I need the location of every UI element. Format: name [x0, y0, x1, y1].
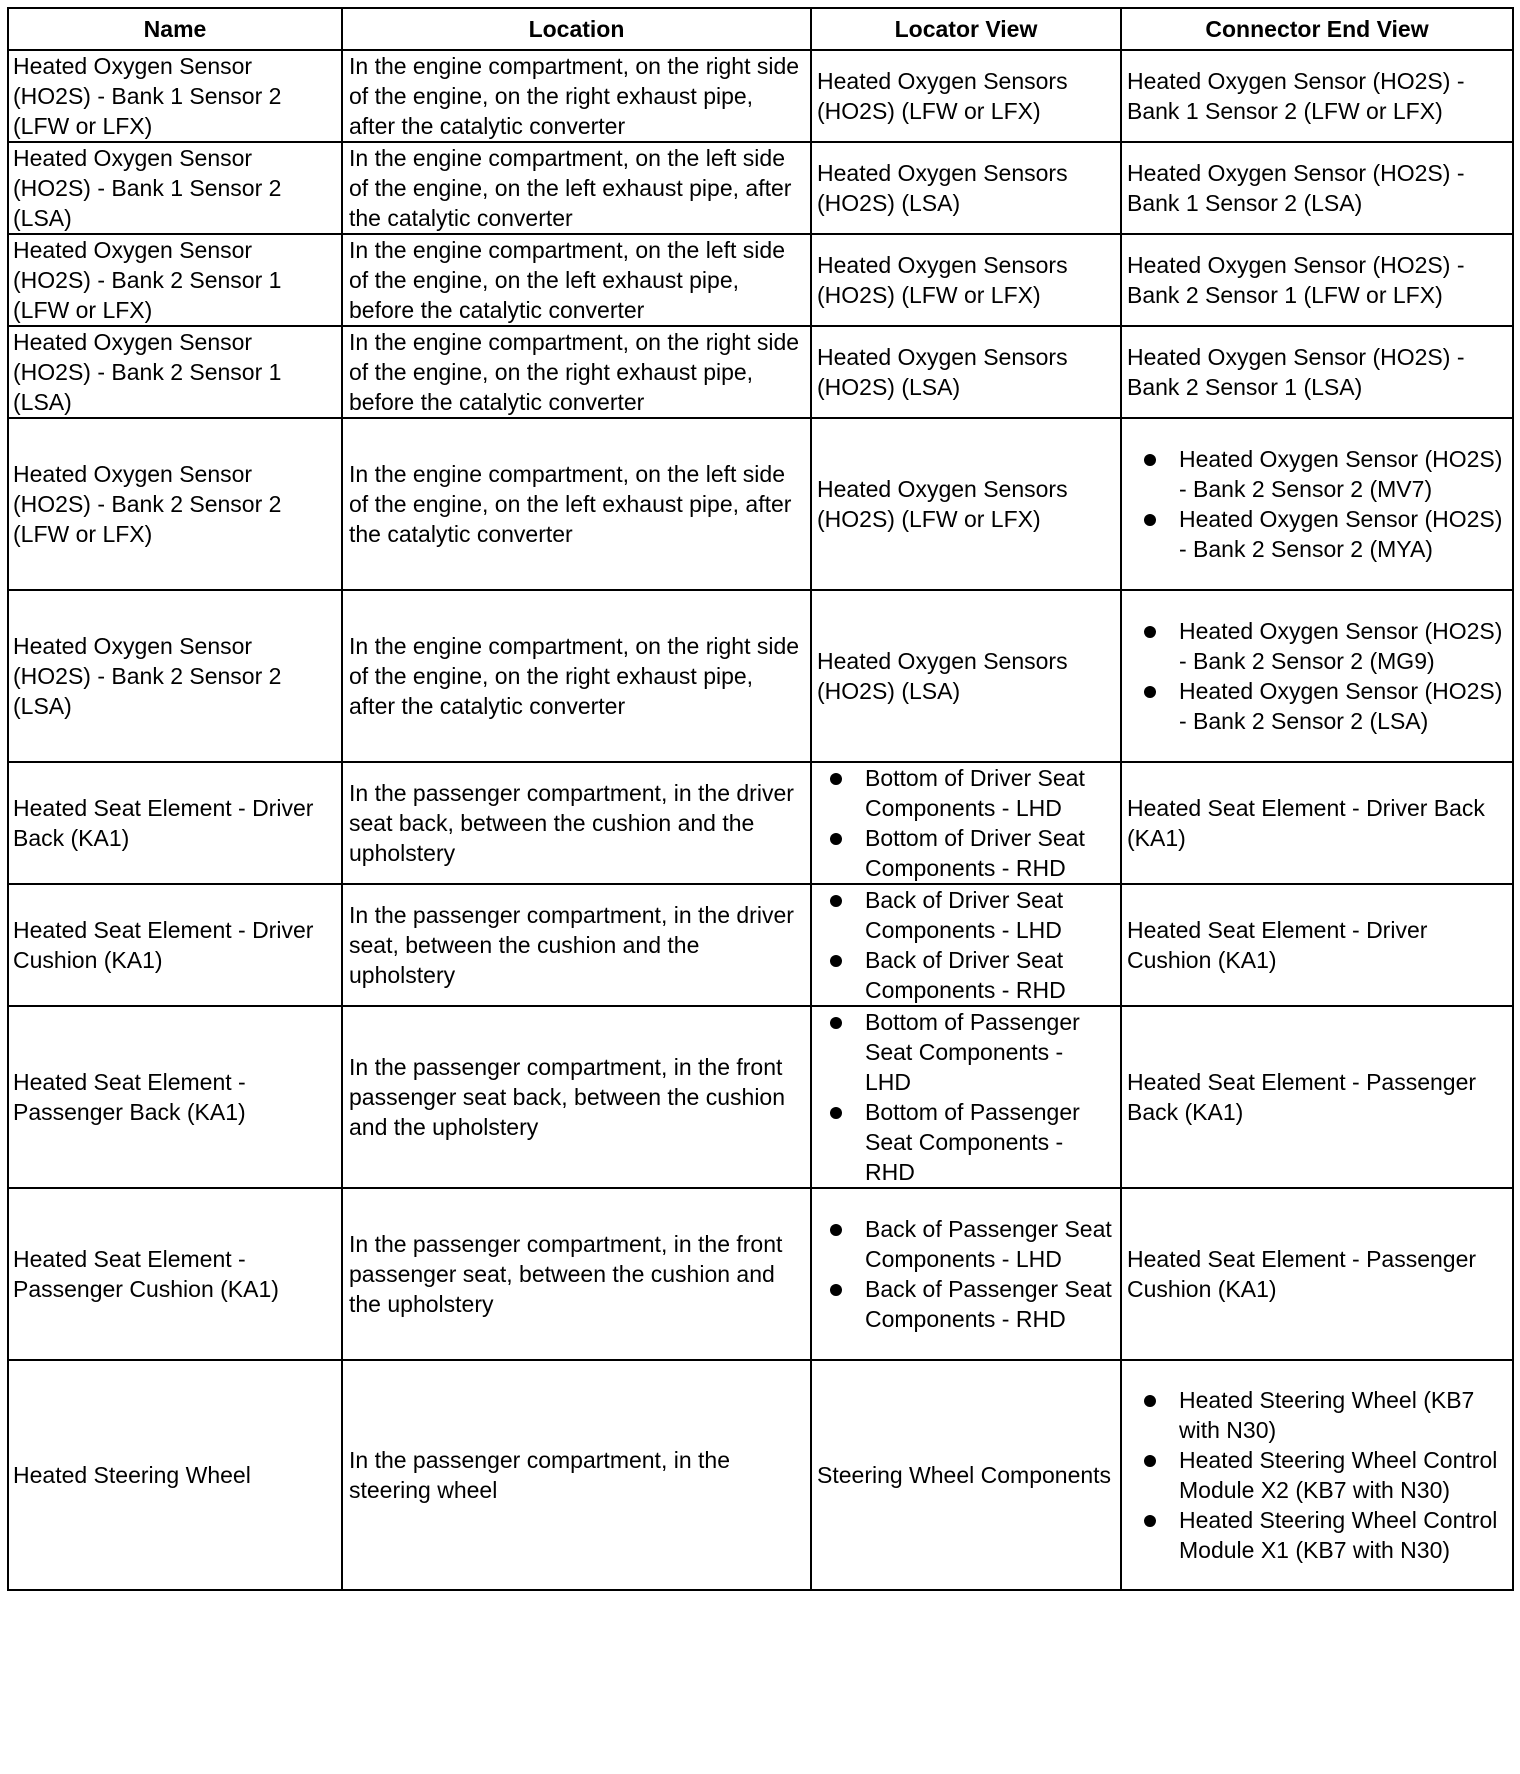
cell-locator-view [811, 884, 1121, 1006]
cell-connector-end-view: Heated Oxygen Sensor (HO2S) - Bank 1 Sensor 2 (LSA) [1121, 142, 1513, 234]
cell-location: In the engine compartment, on the left side of the engine, on the left exhaust pipe, after the catalytic converter [342, 142, 811, 234]
table-body [8, 50, 1513, 1590]
cell-connector-end-view: Heated Seat Element - Driver Back (KA1) [1121, 762, 1513, 884]
bullet-item: Back of Passenger Seat Components - LHD [865, 1214, 1115, 1274]
bullet-item: Heated Steering Wheel Control Module X2 (KB7 with N30) [1179, 1445, 1507, 1505]
cell-name: Heated Oxygen Sensor (HO2S) - Bank 1 Sensor 2 (LFW or LFX) [8, 50, 342, 142]
cell-name: Heated Seat Element - Passenger Cushion (KA1) [8, 1188, 342, 1360]
bullet-item: Bottom of Passenger Seat Components - RHD [865, 1097, 1115, 1187]
cell-locator-view: Heated Oxygen Sensors (HO2S) (LFW or LFX) [811, 50, 1121, 142]
cell-locator-view: Heated Oxygen Sensors (HO2S) (LFW or LFX) [811, 234, 1121, 326]
bullet-item: Bottom of Passenger Seat Components - LHD [865, 1007, 1115, 1097]
bullet-list [817, 885, 1115, 1005]
table-row [8, 418, 1513, 590]
table-row [8, 326, 1513, 418]
header-name: Name [8, 8, 342, 50]
component-locator-table [7, 7, 1514, 1591]
cell-locator-view: Heated Oxygen Sensors (HO2S) (LFW or LFX) [811, 418, 1121, 590]
bullet-item: Back of Passenger Seat Components - RHD [865, 1274, 1115, 1334]
bullet-item: Back of Driver Seat Components - RHD [865, 945, 1115, 1005]
table-row [8, 762, 1513, 884]
cell-connector-end-view [1121, 418, 1513, 590]
cell-location: In the engine compartment, on the right side of the engine, on the right exhaust pipe, after the catalytic converter [342, 590, 811, 762]
cell-location: In the engine compartment, on the left side of the engine, on the left exhaust pipe, before the catalytic converter [342, 234, 811, 326]
cell-locator-view: Heated Oxygen Sensors (HO2S) (LSA) [811, 142, 1121, 234]
bullet-item: Back of Driver Seat Components - LHD [865, 885, 1115, 945]
cell-connector-end-view: Heated Seat Element - Driver Cushion (KA1) [1121, 884, 1513, 1006]
cell-connector-end-view [1121, 590, 1513, 762]
bullet-list [817, 1007, 1115, 1187]
bullet-item: Heated Oxygen Sensor (HO2S) - Bank 2 Sensor 2 (LSA) [1179, 676, 1507, 736]
cell-connector-end-view: Heated Seat Element - Passenger Cushion (KA1) [1121, 1188, 1513, 1360]
cell-locator-view: Heated Oxygen Sensors (HO2S) (LSA) [811, 590, 1121, 762]
cell-locator-view [811, 1006, 1121, 1188]
header-connector-end-view: Connector End View [1121, 8, 1513, 50]
cell-name: Heated Seat Element - Driver Cushion (KA1) [8, 884, 342, 1006]
table-row [8, 142, 1513, 234]
cell-location: In the engine compartment, on the right side of the engine, on the right exhaust pipe, after the catalytic converter [342, 50, 811, 142]
bullet-item: Bottom of Driver Seat Components - LHD [865, 763, 1115, 823]
cell-location: In the passenger compartment, in the front passenger seat, between the cushion and the upholstery [342, 1188, 811, 1360]
bullet-item: Heated Oxygen Sensor (HO2S) - Bank 2 Sensor 2 (MYA) [1179, 504, 1507, 564]
cell-connector-end-view: Heated Oxygen Sensor (HO2S) - Bank 2 Sensor 1 (LSA) [1121, 326, 1513, 418]
table-row [8, 1006, 1513, 1188]
bullet-list [817, 763, 1115, 883]
cell-name: Heated Oxygen Sensor (HO2S) - Bank 2 Sensor 2 (LFW or LFX) [8, 418, 342, 590]
cell-location: In the engine compartment, on the left side of the engine, on the left exhaust pipe, after the catalytic converter [342, 418, 811, 590]
cell-connector-end-view: Heated Seat Element - Passenger Back (KA1) [1121, 1006, 1513, 1188]
table-row [8, 1188, 1513, 1360]
bullet-list [817, 1214, 1115, 1334]
cell-name: Heated Oxygen Sensor (HO2S) - Bank 2 Sensor 1 (LFW or LFX) [8, 234, 342, 326]
cell-location: In the passenger compartment, in the steering wheel [342, 1360, 811, 1590]
table-row [8, 234, 1513, 326]
header-locator-view: Locator View [811, 8, 1121, 50]
cell-name: Heated Oxygen Sensor (HO2S) - Bank 1 Sensor 2 (LSA) [8, 142, 342, 234]
bullet-list [1127, 1385, 1507, 1565]
cell-location: In the passenger compartment, in the driver seat, between the cushion and the upholstery [342, 884, 811, 1006]
cell-location: In the passenger compartment, in the front passenger seat back, between the cushion and the upholstery [342, 1006, 811, 1188]
cell-location: In the engine compartment, on the right side of the engine, on the right exhaust pipe, before the catalytic converter [342, 326, 811, 418]
cell-name: Heated Oxygen Sensor (HO2S) - Bank 2 Sensor 2 (LSA) [8, 590, 342, 762]
cell-locator-view [811, 762, 1121, 884]
bullet-item: Heated Oxygen Sensor (HO2S) - Bank 2 Sensor 2 (MG9) [1179, 616, 1507, 676]
bullet-item: Heated Oxygen Sensor (HO2S) - Bank 2 Sensor 2 (MV7) [1179, 444, 1507, 504]
bullet-item: Bottom of Driver Seat Components - RHD [865, 823, 1115, 883]
bullet-item: Heated Steering Wheel (KB7 with N30) [1179, 1385, 1507, 1445]
header-location: Location [342, 8, 811, 50]
cell-connector-end-view: Heated Oxygen Sensor (HO2S) - Bank 1 Sensor 2 (LFW or LFX) [1121, 50, 1513, 142]
table-row [8, 1360, 1513, 1590]
bullet-list [1127, 616, 1507, 736]
cell-name: Heated Seat Element - Driver Back (KA1) [8, 762, 342, 884]
cell-connector-end-view: Heated Oxygen Sensor (HO2S) - Bank 2 Sensor 1 (LFW or LFX) [1121, 234, 1513, 326]
cell-locator-view [811, 1188, 1121, 1360]
table-row [8, 884, 1513, 1006]
cell-location: In the passenger compartment, in the driver seat back, between the cushion and the upholstery [342, 762, 811, 884]
cell-name: Heated Oxygen Sensor (HO2S) - Bank 2 Sensor 1 (LSA) [8, 326, 342, 418]
cell-locator-view: Heated Oxygen Sensors (HO2S) (LSA) [811, 326, 1121, 418]
cell-connector-end-view [1121, 1360, 1513, 1590]
bullet-list [1127, 444, 1507, 564]
cell-name: Heated Seat Element - Passenger Back (KA1) [8, 1006, 342, 1188]
table-row [8, 590, 1513, 762]
cell-name: Heated Steering Wheel [8, 1360, 342, 1590]
bullet-item: Heated Steering Wheel Control Module X1 (KB7 with N30) [1179, 1505, 1507, 1565]
table-row [8, 50, 1513, 142]
header-row [8, 8, 1513, 50]
cell-locator-view: Steering Wheel Components [811, 1360, 1121, 1590]
